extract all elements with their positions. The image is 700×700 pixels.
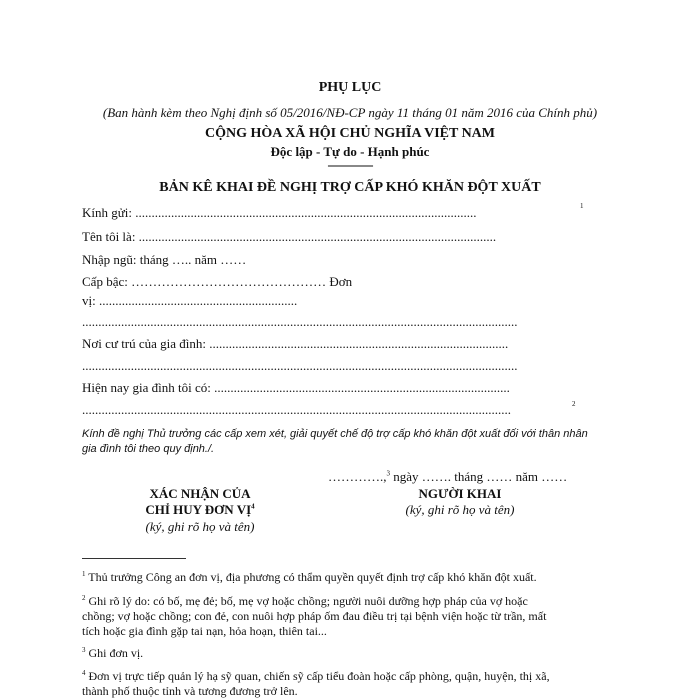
commander-title: CHỈ HUY ĐƠN VỊ$^4$ [145,502,255,517]
footnote-1: $^1$ Thủ trưởng Công an đơn vị, địa phương có thẩm quyền quyết định trợ cấp khó khăn đột xuất. [82,570,537,584]
declarant-sign-note: (ký, ghi rõ họ và tên) [405,502,515,517]
confirm-title: XÁC NHẬN CỦA [149,486,251,501]
request-text: Kính đề nghị Thủ trưởng các cấp xem xét, giải quyết chế độ trợ cấp khó khăn đột xuất đối với thân nhân [82,428,588,440]
field-ten-toi[interactable]: Tên tôi là: .............................................................................................................. [82,229,497,244]
declarant-title: NGƯỜI KHAI [418,486,502,501]
footnote-ref-2: 2 [572,400,576,408]
national-motto: Độc lập - Tự do - Hạnh phúc [270,144,430,159]
footnote-3: $^3$ Ghi đơn vị. [82,646,144,660]
field-hien-nay-continued[interactable]: .................................................................................................................................... [82,402,511,417]
decree-subtitle: (Ban hành kèm theo Nghị định số 05/2016/NĐ-CP ngày 11 tháng 01 năm 2016 của Chính phủ) [102,105,598,120]
field-noi-cu-tru-continued[interactable]: ...................................................................................................................................... [82,358,518,373]
field-kinh-gui[interactable] [82,205,477,221]
request-text-continued: gia đình tôi theo quy định./. [82,443,215,455]
date-place: …………., [328,469,387,484]
country-name: CỘNG HÒA XÃ HỘI CHỦ NGHĨA VIỆT NAM [204,126,495,141]
field-nhap-ngu[interactable]: Nhập ngũ: tháng ….. năm …… [82,252,247,267]
footnote-ref-3: 3 [386,469,390,478]
date-rest: ngày ……. tháng …… năm …… [390,469,568,484]
appendix-title: PHỤ LỤC [318,80,382,95]
form-heading: BẢN KÊ KHAI ĐỀ NGHỊ TRỢ CẤP KHÓ KHĂN ĐỘT XUẤT [159,180,541,195]
signature-date-line[interactable] [328,469,567,485]
field-cap-bac[interactable]: Cấp bậc: ……………………………………… Đơn [82,274,353,289]
footnote-ref-4: 4 [251,502,255,511]
field-noi-cu-tru[interactable]: Nơi cư trú của gia đình: ............................................................................................ [82,336,509,351]
field-hien-nay[interactable]: Hiện nay gia đình tôi có: ........................................................................................... [82,380,510,395]
footnote-4: $^4$ Đơn vị trực tiếp quản lý hạ sỹ quan, chiến sỹ cấp tiểu đoàn hoặc cấp phòng, quận, huyện, thị xã, thành phố thuộc tỉnh và tương đương trở lên. [82,669,550,698]
header-divider: --------------- [327,158,373,172]
field-don-vi[interactable]: vị: ............................................................. [82,293,298,308]
field-don-vi-continued[interactable]: ...................................................................................................................................... [82,314,518,329]
commander-sign-note: (ký, ghi rõ họ và tên) [145,519,255,534]
footnote-2: $^2$ Ghi rõ lý do: có bố, mẹ đẻ; bố, mẹ vợ hoặc chồng; người nuôi dưỡng hợp pháp của vợ hoặc chồng; vợ hoặc chồng; con đẻ, con nuôi hợp pháp ốm đau điều trị tại bệnh viện hoặc từ trần, mất tích hoặc gia đình gặp tai nạn, hỏa hoạn, thiên tai... [82,594,547,638]
footnote-separator [82,558,186,559]
footnote-ref-1: 1 [580,202,584,210]
field-kinh-gui-text: Kính gửi: ......................................................................................................... [82,205,477,220]
